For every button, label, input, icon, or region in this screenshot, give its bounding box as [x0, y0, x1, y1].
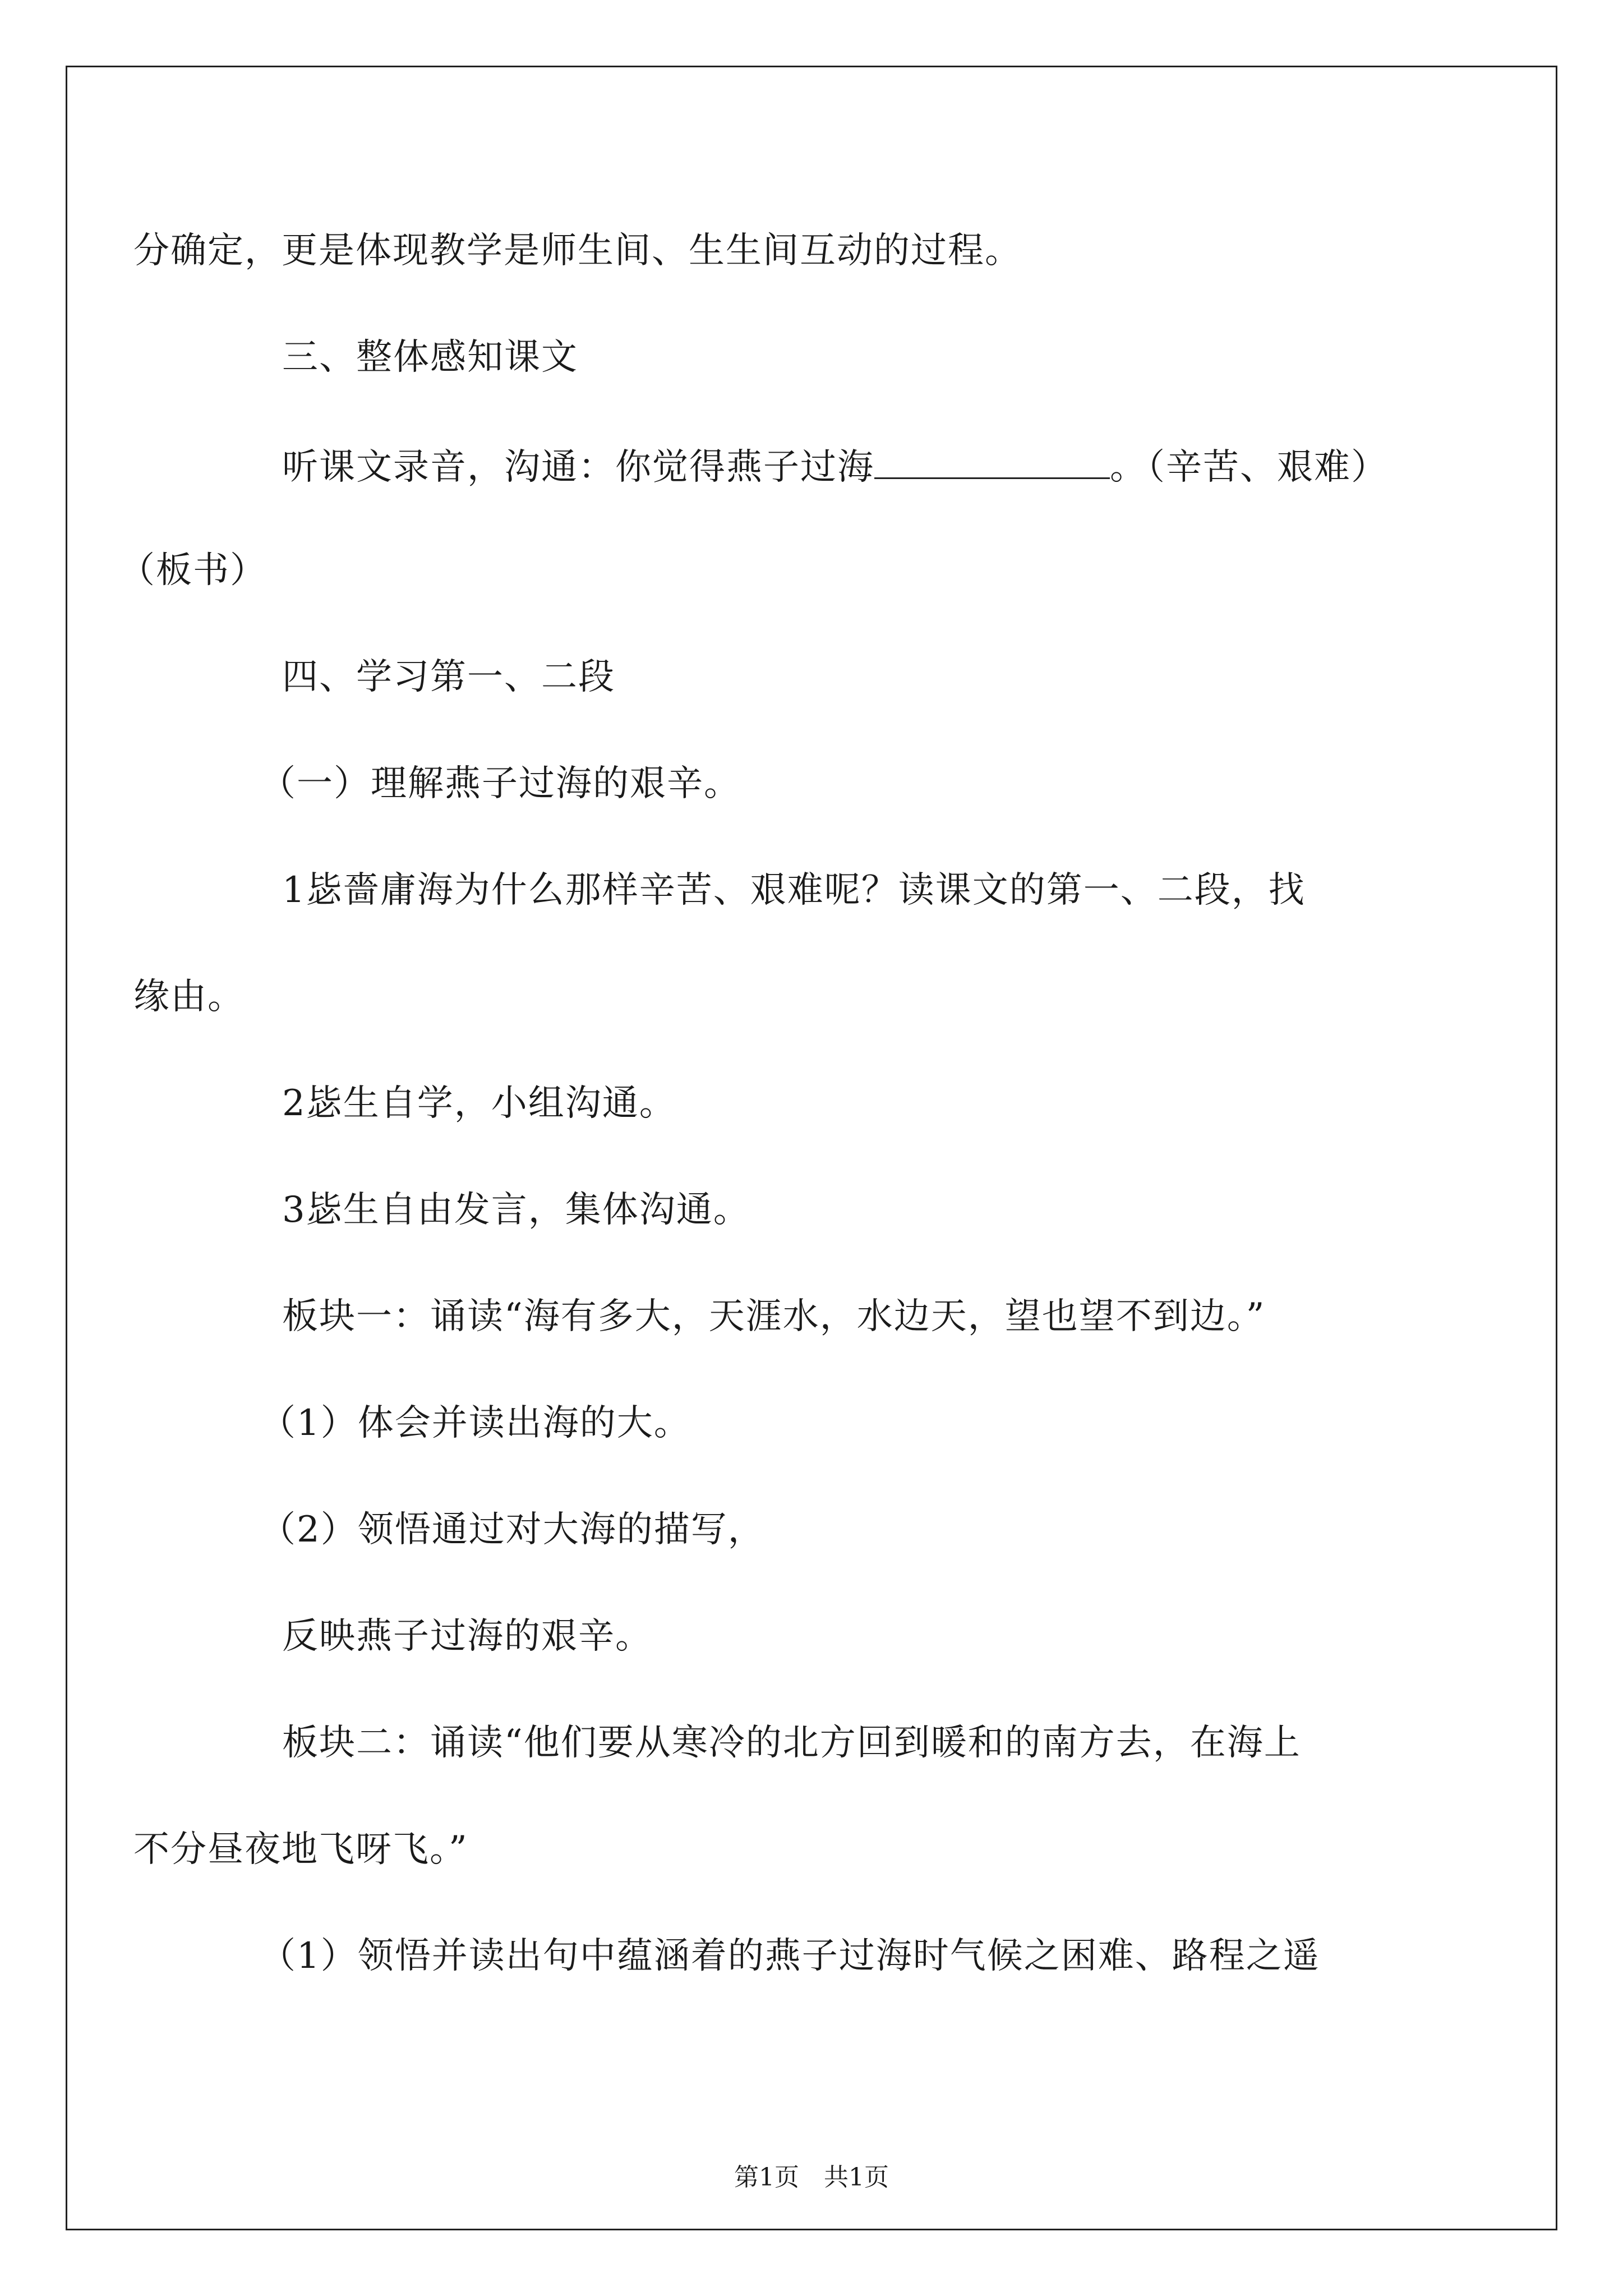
text-line: 缘由。 — [133, 976, 245, 1018]
page-frame — [66, 66, 1557, 2230]
text-line: 不分昼夜地飞呀飞。” — [133, 1829, 468, 1870]
text-line: （1）体会并读出海的大。 — [260, 1402, 691, 1444]
text-line: 反映燕子过海的艰辛。 — [282, 1616, 652, 1657]
text-line-with-blank — [282, 446, 1388, 488]
text-segment: 听课文录音，沟通：你觉得燕子过海 — [282, 447, 874, 488]
text-line: 分确定，更是体现教学是师生间、生生间互动的过程。 — [133, 230, 1022, 272]
page-number-footer: 第1页 共1页 — [734, 2163, 889, 2192]
text-segment: 。（辛苦、艰难） — [1110, 447, 1388, 488]
text-line: （板书） — [119, 550, 267, 591]
text-line: （1）领悟并读出句中蕴涵着的燕子过海时气候之困难、路程之遥 — [260, 1935, 1320, 1977]
text-line: 板块一：诵读“海有多大，天涯水，水边天，望也望不到边。” — [282, 1296, 1266, 1337]
text-line: 3毖生自由发言，集体沟通。 — [282, 1189, 750, 1231]
text-line: 1毖嗇庸海为什么那样辛苦、艰难呢？读课文的第一、二段，找 — [282, 869, 1306, 911]
fill-in-blank — [874, 446, 1110, 479]
sub-heading: （一）理解燕子过海的艰辛。 — [260, 763, 741, 804]
section-heading: 四、学习第一、二段 — [282, 656, 615, 698]
text-line: （2）领悟通过对大海的描写， — [260, 1509, 765, 1550]
section-heading: 三、整体感知课文 — [282, 337, 578, 378]
text-line: 2毖生自学，小组沟通。 — [282, 1083, 676, 1124]
text-line: 板块二：诵读“他们要从寒冷的北方回到暖和的南方去，在海上 — [282, 1722, 1301, 1764]
